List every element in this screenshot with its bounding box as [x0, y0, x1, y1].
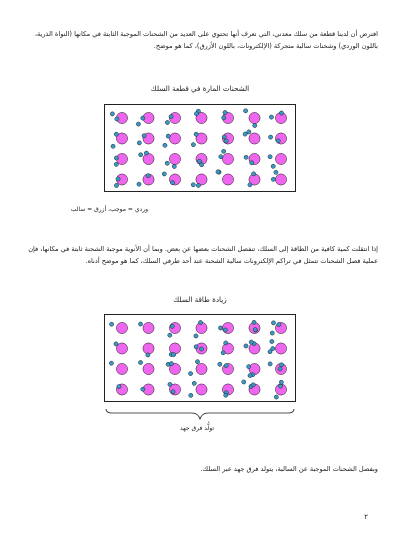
- figure2-title: زيادة طاقة السلك: [173, 295, 227, 304]
- electron: [165, 161, 169, 165]
- electron: [141, 116, 145, 120]
- positive-nucleus: [116, 363, 127, 374]
- electron: [166, 134, 170, 138]
- figure1-title: الشحنات المارة في قطعة السلك: [150, 84, 250, 93]
- electron: [146, 353, 150, 357]
- electron: [195, 360, 199, 364]
- electron: [194, 334, 198, 338]
- electron: [252, 320, 256, 324]
- electron: [278, 367, 282, 371]
- electron: [223, 328, 227, 332]
- intro-paragraph: افترض أن لدينا قطعة من سلك معدني، التي نعرف أنها تحتوي على العديد من الشحنات الموجبة الثابتة في مكانها (النواة الذرية، باللون الوردي) وشحنات سالبة متحركة (الإلكترونات، باللون الأزرق)، كما هو موضح.: [34, 30, 378, 50]
- electron: [222, 116, 226, 120]
- positive-nucleus: [275, 343, 286, 354]
- electron: [251, 383, 255, 387]
- electron: [271, 177, 275, 181]
- electron: [115, 117, 119, 121]
- electron: [192, 381, 196, 385]
- positive-nucleus: [275, 174, 286, 185]
- color-legend: وردي = موجب، أزرق = سالب: [70, 206, 148, 213]
- electron: [268, 350, 272, 354]
- electron: [270, 331, 274, 335]
- electron: [249, 340, 253, 344]
- electron: [146, 174, 150, 178]
- positive-nucleus: [275, 153, 286, 164]
- electron: [219, 155, 223, 159]
- electron: [274, 395, 278, 399]
- electron: [244, 109, 248, 113]
- electron: [117, 385, 121, 389]
- positive-nucleus: [116, 322, 127, 333]
- electron: [224, 139, 228, 143]
- electron: [268, 135, 272, 139]
- electron: [168, 382, 172, 386]
- electron: [114, 162, 118, 166]
- electron: [222, 135, 226, 139]
- electron: [191, 143, 195, 147]
- electron: [247, 364, 251, 368]
- electron: [194, 345, 198, 349]
- positive-nucleus: [143, 153, 154, 164]
- positive-nucleus: [169, 153, 180, 164]
- electron: [196, 183, 200, 187]
- page-number: ٢: [364, 513, 368, 521]
- electron: [244, 344, 248, 348]
- middle-paragraph: إذا انتقلت كمية كافية من الطاقة إلى السلك، تنفصل الشحنات بعضها عن بعض. وبما أن الأنوية موجبة الشحنة ثابتة في مكانها، فإن عملية فصل الشحنات تتمثل في تراكم الإلكترونات سالبة الشحنة عند أحد طرفي السلك، كما هو موضح أدناه.: [28, 245, 378, 265]
- potential-difference-caption: تولُّد فرق جهد: [180, 425, 215, 432]
- positive-nucleus: [222, 153, 233, 164]
- electron: [138, 360, 142, 364]
- electron: [144, 151, 148, 155]
- electron: [222, 149, 226, 153]
- electron: [138, 322, 142, 326]
- electron: [137, 182, 141, 186]
- electron: [253, 123, 257, 127]
- electron: [169, 114, 173, 118]
- electron: [247, 130, 251, 134]
- electron: [221, 351, 225, 355]
- electron: [243, 132, 247, 136]
- electron: [197, 159, 201, 163]
- electron: [270, 339, 274, 343]
- electron: [274, 170, 278, 174]
- positive-nucleus: [143, 363, 154, 374]
- electron: [194, 132, 198, 136]
- electron: [268, 155, 272, 159]
- electron: [198, 320, 202, 324]
- electron: [224, 364, 228, 368]
- electron: [218, 362, 222, 366]
- potential-difference-brace: [104, 407, 296, 421]
- electron: [139, 153, 143, 157]
- electron: [242, 380, 246, 384]
- electron: [253, 328, 257, 332]
- electron: [136, 122, 140, 126]
- electron: [279, 111, 283, 115]
- electron: [168, 333, 172, 337]
- electron: [137, 141, 141, 145]
- electron: [169, 362, 173, 366]
- wire-figure-neutral: [104, 104, 296, 192]
- electron: [223, 110, 227, 114]
- closing-paragraph: وبفصل الشحنات الموجبة عن السالبة، يتولد فرق جهد عبر السلك.: [200, 465, 378, 473]
- electron: [172, 164, 176, 168]
- electron: [276, 139, 280, 143]
- electron: [218, 326, 222, 330]
- electron: [250, 161, 254, 165]
- electron: [114, 183, 118, 187]
- electron: [109, 361, 113, 365]
- electron: [277, 322, 281, 326]
- electron: [278, 384, 282, 388]
- electron: [171, 390, 175, 394]
- electron: [170, 181, 174, 185]
- electron: [170, 324, 174, 328]
- electron: [224, 341, 228, 345]
- electron: [189, 393, 193, 397]
- wire-charges-neutral: [105, 105, 297, 193]
- electron: [216, 170, 220, 174]
- electron: [199, 347, 203, 351]
- electron: [269, 115, 273, 119]
- electron: [248, 373, 252, 377]
- positive-nucleus: [249, 133, 260, 144]
- electron: [114, 156, 118, 160]
- electron: [110, 112, 114, 116]
- electron: [114, 132, 118, 136]
- wire-figure-separated: [104, 314, 296, 402]
- electron: [252, 172, 256, 176]
- positive-nucleus: [196, 384, 207, 395]
- electron: [279, 363, 283, 367]
- electron: [194, 112, 198, 116]
- electron: [142, 134, 146, 138]
- positive-nucleus: [196, 363, 207, 374]
- electron: [116, 177, 120, 181]
- electron: [244, 155, 248, 159]
- electron: [191, 183, 195, 187]
- positive-nucleus: [249, 363, 260, 374]
- electron: [162, 172, 166, 176]
- electron: [188, 371, 192, 375]
- electron: [111, 144, 115, 148]
- positive-nucleus: [143, 322, 154, 333]
- electron: [224, 393, 228, 397]
- wire-charges-separated: [105, 315, 297, 403]
- positive-nucleus: [249, 112, 260, 123]
- electron: [114, 342, 118, 346]
- positive-nucleus: [222, 174, 233, 185]
- electron: [271, 164, 275, 168]
- positive-nucleus: [169, 133, 180, 144]
- positive-nucleus: [143, 343, 154, 354]
- electron: [268, 362, 272, 366]
- electron: [165, 120, 169, 124]
- electron: [163, 143, 167, 147]
- electron: [279, 380, 283, 384]
- electron: [141, 387, 145, 391]
- electron: [109, 322, 113, 326]
- electron: [271, 321, 275, 325]
- electron: [172, 353, 176, 357]
- electron: [248, 183, 252, 187]
